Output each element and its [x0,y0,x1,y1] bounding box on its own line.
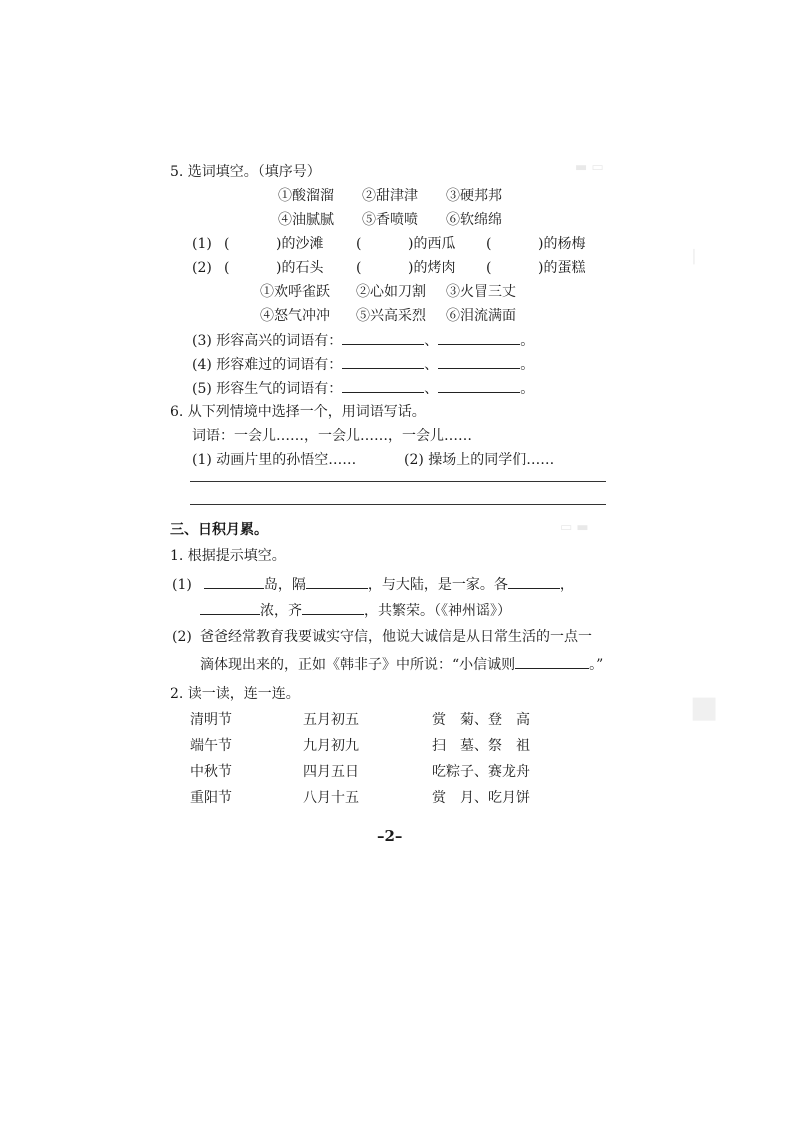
q5-row2-paren-open[interactable]: ( [486,260,492,276]
q5-row1-paren-open[interactable]: ( [486,236,492,252]
q5-row2-item-b: )的烤肉 [408,260,456,276]
s3-q2-title: 2. 读一读，连一连。 [170,686,300,702]
bleed-through-mark: ■ [690,690,719,725]
s3-q1-text-b: ，与大陆，是一家。各 [367,577,508,593]
q5-option: ④油腻腻 [278,212,334,228]
q5-sub4-label: (4) 形容难过的词语有： [192,357,343,373]
answer-blank[interactable] [204,575,264,589]
s3-q1-text-e: ，共繁荣。（《神州谣》） [364,603,511,619]
period: 。 [520,357,535,373]
s3-q2-end: 。” [589,657,604,673]
answer-blank[interactable] [438,355,520,369]
q5-option: ⑥软绵绵 [446,212,502,228]
q5-sub5 [192,379,534,398]
answer-blank[interactable] [515,655,589,669]
q5-row1-paren-open[interactable]: ( [224,236,230,252]
bleed-through-mark: │ [690,250,698,265]
q6-option-2: (2) 操场上的同学们…… [404,452,555,468]
answer-blank[interactable] [342,331,424,345]
festival-item[interactable]: 清明节 [190,712,232,728]
festival-item[interactable]: 端午节 [190,738,232,754]
date-item[interactable]: 八月十五 [303,790,359,806]
q5-idiom-option: ⑥泪流满面 [446,308,516,324]
answer-blank[interactable] [438,379,520,393]
s3-q2-number: (2) [172,629,192,645]
separator: 、 [424,333,439,349]
period: 。 [520,333,535,349]
s3-q1-line2 [200,601,511,620]
q5-row2-item-c: )的蛋糕 [538,260,586,276]
q5-row2-number: (2) [192,260,212,276]
q5-option: ②甜津津 [362,188,418,204]
date-item[interactable]: 四月五日 [303,764,359,780]
s3-q2-line2 [200,655,603,674]
q5-row1-item-a: )的沙滩 [276,236,324,252]
answer-blank[interactable] [306,575,368,589]
q5-idiom-option: ③火冒三丈 [446,284,516,300]
q5-idiom-option: ②心如刀割 [356,284,426,300]
q5-idiom-option: ④怒气冲冲 [260,308,330,324]
answer-blank[interactable] [200,601,260,615]
q5-title: 5. 选词填空。（填序号） [170,164,321,180]
q5-row2-item-a: )的石头 [276,260,324,276]
date-item[interactable]: 九月初九 [303,738,359,754]
writing-line[interactable] [190,481,606,482]
separator: 、 [424,381,439,397]
q6-title: 6. 从下列情境中选择一个，用词语写话。 [170,404,426,420]
q5-row1-paren-open[interactable]: ( [356,236,362,252]
s3-q1-text-a: 岛，隔 [263,577,306,593]
s3-q1-text-c: ， [559,577,574,593]
q6-option-1: (1) 动画片里的孙悟空…… [192,452,357,468]
q5-row1-number: (1) [192,236,212,252]
section-three-title: 三、日积月累。 [170,522,268,538]
q5-row2-paren-open[interactable]: ( [356,260,362,276]
q5-idiom-option: ⑤兴高采烈 [356,308,426,324]
q5-option: ①酸溜溜 [278,188,334,204]
date-item[interactable]: 五月初五 [303,712,359,728]
custom-item[interactable]: 吃粽子、赛龙舟 [432,764,530,780]
bleed-through-mark: ▬ ▭ [575,160,604,175]
s3-q1-line1 [172,575,574,594]
s3-q1-title: 1. 根据提示填空。 [170,548,286,564]
festival-item[interactable]: 重阳节 [190,790,232,806]
q5-option: ③硬邦邦 [446,188,502,204]
q5-row1-item-b: )的西瓜 [408,236,456,252]
custom-item[interactable]: 扫 墓、祭 祖 [432,738,530,754]
s3-q2-text: 滴体现出来的，正如《韩非子》中所说：“小信诚则 [200,657,516,673]
q5-sub5-label: (5) 形容生气的词语有： [192,381,343,397]
custom-item[interactable]: 赏 月、吃月饼 [432,790,530,806]
s3-q1-text-d: 浓，齐 [260,603,302,619]
separator: 、 [424,357,439,373]
q5-option: ⑤香喷喷 [362,212,418,228]
bleed-through-mark: ▭ ▬ [560,520,589,535]
festival-item[interactable]: 中秋节 [190,764,232,780]
answer-blank[interactable] [302,601,364,615]
q5-sub3 [192,331,534,350]
q5-idiom-option: ①欢呼雀跃 [260,284,330,300]
answer-blank[interactable] [342,379,424,393]
answer-blank[interactable] [438,331,520,345]
q5-row2-paren-open[interactable]: ( [224,260,230,276]
writing-line[interactable] [190,504,606,505]
q6-words: 词语：一会儿……，一会儿……，一会儿…… [192,428,472,444]
q5-sub4 [192,355,534,374]
page-number: –2– [377,827,403,845]
custom-item[interactable]: 赏 菊、登 高 [432,712,530,728]
q5-row1-item-c: )的杨梅 [538,236,586,252]
q5-sub3-label: (3) 形容高兴的词语有： [192,333,343,349]
s3-q2-line1: 爸爸经常教育我要诚实守信，他说大诚信是从日常生活的一点一 [200,629,592,645]
answer-blank[interactable] [508,575,560,589]
answer-blank[interactable] [342,355,424,369]
period: 。 [520,381,535,397]
s3-q1-number: (1) [172,577,192,593]
